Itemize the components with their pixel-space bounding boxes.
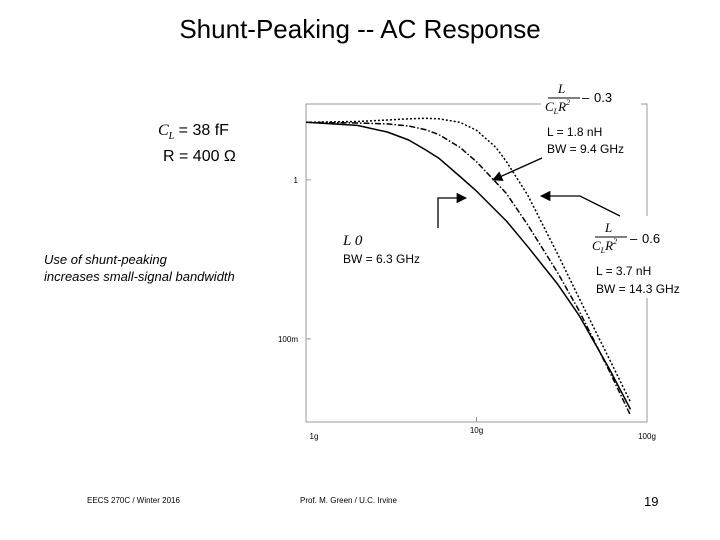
bandwidth-label: BW = 6.3 GHz xyxy=(343,252,421,266)
footer-course: EECS 270C / Winter 2016 xyxy=(87,496,180,505)
arrow-to-ratio-0-6-curve xyxy=(541,196,620,216)
x-tick-label-0: 1g xyxy=(309,432,319,441)
arrow-to-l-zero-curve xyxy=(438,198,466,228)
annotation-ratio-0-6 xyxy=(588,216,694,298)
ratio-exp: 2 xyxy=(613,237,618,246)
y-tick-label-1: 100m xyxy=(277,334,298,344)
annotation-ratio-0-3 xyxy=(541,77,641,157)
page-number: 19 xyxy=(644,494,659,509)
ratio-dash: – xyxy=(630,231,638,246)
ratio-dash: – xyxy=(582,90,590,105)
cl-subscript: L xyxy=(168,131,175,143)
note-line-2: increases small-signal bandwidth xyxy=(44,269,235,284)
ratio-numerator: L xyxy=(558,81,566,96)
bandwidth-label: BW = 14.3 GHz xyxy=(596,282,680,296)
ratio-c: C xyxy=(592,238,601,253)
annotation-l-zero xyxy=(336,228,436,270)
ratio-value: 0.3 xyxy=(594,90,613,105)
ratio-c-sub: L xyxy=(553,107,559,116)
inductance-label: L = 1.8 nH xyxy=(547,125,603,139)
ratio-c-sub: L xyxy=(600,246,606,255)
ratio-numerator: L xyxy=(605,220,613,235)
ratio-exp: 2 xyxy=(566,98,571,107)
cl-value: = 38 fF xyxy=(174,122,229,139)
y-tick-label-0: 1 xyxy=(293,175,298,185)
ratio-r: R xyxy=(605,238,614,253)
ratio-value: 0.6 xyxy=(642,231,661,246)
inductance-label: L = 3.7 nH xyxy=(596,264,652,278)
note-line-1: Use of shunt-peaking xyxy=(44,252,167,267)
arrow-to-ratio-0-3-curve xyxy=(493,158,542,180)
l-zero-label: L 0 xyxy=(343,233,363,249)
r-parameter: R = 400 Ω xyxy=(163,148,236,165)
x-tick-label-1: 10g xyxy=(469,426,484,435)
ratio-c: C xyxy=(545,99,554,114)
bandwidth-label: BW = 9.4 GHz xyxy=(547,142,625,156)
footer-author: Prof. M. Green / U.C. Irvine xyxy=(300,496,397,505)
slide-title: Shunt-Peaking -- AC Response xyxy=(179,14,541,44)
cl-symbol: C xyxy=(158,122,169,139)
ratio-r: R xyxy=(558,99,567,114)
x-tick-label-2: 100g xyxy=(638,432,656,441)
